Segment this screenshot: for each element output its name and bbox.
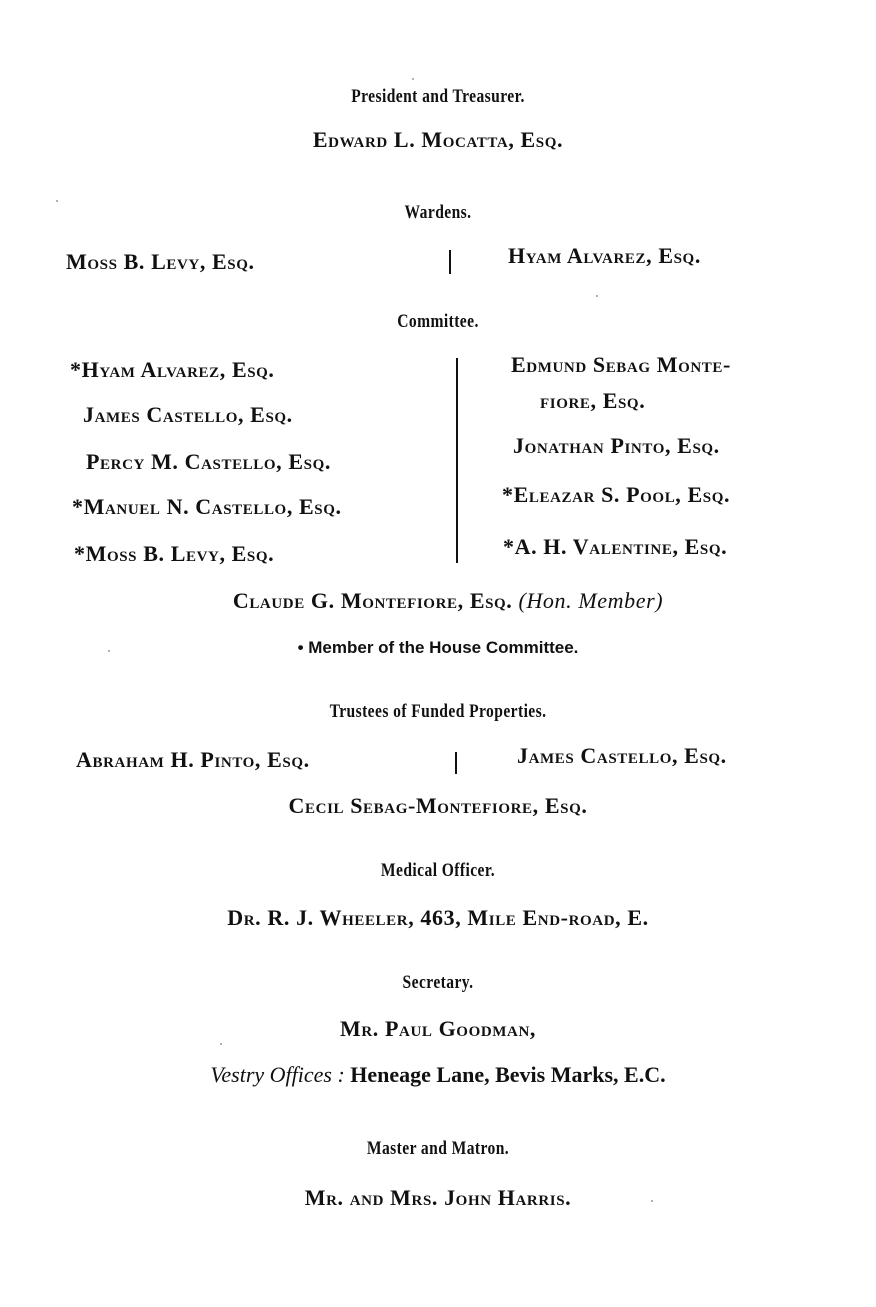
- committee-member-continuation: fiore, Esq.: [540, 388, 646, 413]
- committee-member: *Eleazar S. Pool, Esq.: [502, 482, 731, 507]
- scan-speck: [412, 78, 414, 80]
- house-committee-marker: *: [502, 482, 514, 507]
- committee-member: James Castello, Esq.: [83, 402, 293, 427]
- trustee-right: James Castello, Esq.: [517, 743, 727, 768]
- house-committee-marker: *: [72, 494, 84, 519]
- column-divider: [455, 752, 457, 774]
- honorary-member-note: (Hon. Member): [518, 588, 664, 613]
- president-treasurer-name: Edward L. Mocatta, Esq.: [312, 127, 564, 152]
- section-heading-master-matron: Master and Matron.: [366, 1138, 510, 1159]
- address-label: Vestry Offices :: [210, 1062, 345, 1087]
- trustee-left: Abraham H. Pinto, Esq.: [76, 747, 310, 772]
- medical-officer-entry: Dr. R. J. Wheeler, 463, Mile End-road, E.: [227, 905, 649, 930]
- committee-member: *Moss B. Levy, Esq.: [74, 541, 275, 566]
- secretary-address: Vestry Offices : Heneage Lane, Bevis Marks, E.C.: [210, 1062, 666, 1087]
- master-matron-name: Mr. and Mrs. John Harris.: [304, 1185, 572, 1210]
- warden-right: Hyam Alvarez, Esq.: [508, 243, 701, 268]
- committee-member: *Hyam Alvarez, Esq.: [70, 357, 275, 382]
- committee-member: Jonathan Pinto, Esq.: [513, 433, 720, 458]
- house-committee-marker: *: [70, 357, 82, 382]
- scan-speck: [220, 1043, 222, 1045]
- committee-member: *Manuel N. Castello, Esq.: [72, 494, 342, 519]
- scan-speck: [108, 650, 110, 652]
- footnote: • Member of the House Committee.: [297, 638, 579, 657]
- section-heading-committee: Committee.: [397, 311, 479, 332]
- column-divider: [449, 250, 451, 274]
- scan-speck: [651, 1200, 653, 1202]
- section-heading-medical-officer: Medical Officer.: [380, 860, 496, 881]
- honorary-member: Claude G. Montefiore, Esq. (Hon. Member): [232, 588, 664, 613]
- trustee-center: Cecil Sebag-Montefiore, Esq.: [288, 793, 588, 818]
- house-committee-marker: *: [74, 541, 86, 566]
- warden-left: Moss B. Levy, Esq.: [66, 249, 255, 274]
- column-divider: [456, 358, 458, 563]
- section-heading-secretary: Secretary.: [402, 972, 474, 993]
- secretary-name: Mr. Paul Goodman,: [339, 1016, 536, 1041]
- scan-speck: [596, 295, 598, 297]
- section-heading-wardens: Wardens.: [404, 202, 472, 223]
- committee-member: Percy M. Castello, Esq.: [86, 449, 331, 474]
- section-heading-trustees: Trustees of Funded Properties.: [329, 701, 547, 722]
- committee-member: *A. H. Valentine, Esq.: [503, 534, 728, 559]
- committee-member: Edmund Sebag Monte-: [511, 352, 731, 377]
- house-committee-marker: *: [503, 534, 515, 559]
- scan-speck: [56, 200, 58, 202]
- section-heading-president-treasurer: President and Treasurer.: [351, 86, 525, 107]
